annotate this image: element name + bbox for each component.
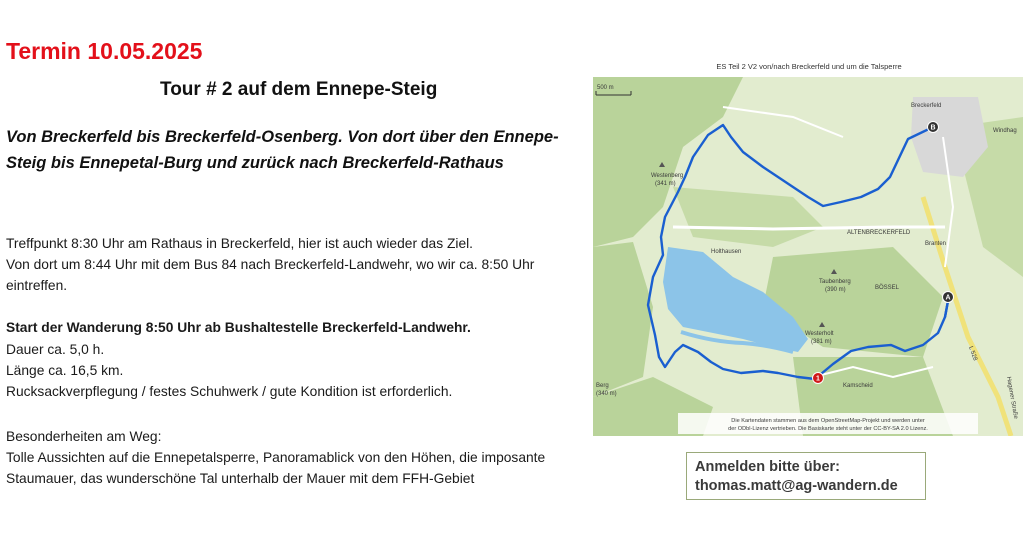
label-berg: Berg: [596, 383, 609, 389]
hike-length: Länge ca. 16,5 km.: [6, 363, 124, 378]
label-westerholt: Westerholt: [805, 331, 834, 337]
marker-1: [813, 373, 824, 384]
route-map: [593, 77, 1023, 436]
map-title: ES Teil 2 V2 von/nach Breckerfeld und um die Talsperre: [716, 62, 902, 71]
label-kamscheid: Kamscheid: [843, 383, 873, 389]
label-westenberg-elevation: (341 m): [655, 181, 676, 187]
scale-label: 500 m: [597, 85, 614, 91]
label-westerholt-elevation: (381 m): [811, 339, 832, 345]
meeting-line-3: eintreffen.: [6, 278, 68, 293]
marker-a: [943, 292, 954, 303]
meeting-line-1: Treffpunkt 8:30 Uhr am Rathaus in Breckerfeld, hier ist auch wieder das Ziel.: [6, 236, 474, 251]
special-heading: Besonderheiten am Weg:: [6, 429, 162, 444]
label-branten: Branten: [925, 241, 947, 247]
hike-duration: Dauer ca. 5,0 h.: [6, 342, 105, 357]
hike-notes: Rucksackverpflegung / festes Schuhwerk / gute Kondition ist erforderlich.: [6, 384, 453, 399]
registration-label: Anmelden bitte über:: [695, 459, 841, 475]
svg-text:A: A: [945, 294, 951, 302]
map-credits-line-1: Die Kartendaten stammen aus dem OpenStreetMap-Projekt und werden unter: [731, 418, 925, 424]
label-breckerfeld: Breckerfeld: [911, 103, 942, 109]
registration-email[interactable]: thomas.matt@ag-wandern.de: [695, 478, 898, 494]
label-holthausen: Holthausen: [711, 249, 742, 255]
label-bossel: BÖSSEL: [875, 285, 900, 291]
label-hagener-strasse: Hagener Straße: [1005, 376, 1019, 420]
marker-b: [928, 122, 939, 133]
label-westenberg: Westenberg: [651, 173, 684, 179]
registration-box: [686, 452, 926, 500]
hike-start: Start der Wanderung 8:50 Uhr ab Bushaltestelle Breckerfeld-Landwehr.: [6, 320, 471, 335]
label-taubenberg-elevation: (390 m): [825, 287, 846, 293]
special-line-2: Staumauer, das wunderschöne Tal unterhalb der Mauer mit dem FFH-Gebiet: [6, 471, 475, 486]
label-berg-elevation: (340 m): [596, 391, 617, 397]
label-windhag: Windhag: [993, 128, 1017, 134]
svg-text:B: B: [930, 124, 936, 132]
map-credits-line-2: der ODbl-Lizenz vertrieben. Die Basiskarte steht unter der CC-BY-SA 2.0 Lizenz.: [728, 426, 928, 432]
meeting-line-2: Von dort um 8:44 Uhr mit dem Bus 84 nach Breckerfeld-Landwehr, wo wir ca. 8:50 Uhr: [6, 257, 535, 272]
svg-text:1: 1: [816, 375, 820, 383]
tour-subtitle: Von Breckerfeld bis Breckerfeld-Osenberg. Von dort über den Ennepe-Steig bis Ennepetal-Burg und zurück nach Breckerfeld-Rathaus: [6, 128, 559, 172]
label-taubenberg: Taubenberg: [819, 279, 851, 285]
date-heading: Termin 10.05.2025: [6, 38, 203, 64]
label-altenbreckerfeld: ALTENBRECKERFELD: [847, 230, 911, 236]
special-line-1: Tolle Aussichten auf die Ennepetalsperre, Panoramablick von den Höhen, die imposante: [6, 450, 546, 465]
tour-title: Tour # 2 auf dem Ennepe-Steig: [160, 79, 438, 100]
label-road: L 528: [967, 345, 978, 362]
